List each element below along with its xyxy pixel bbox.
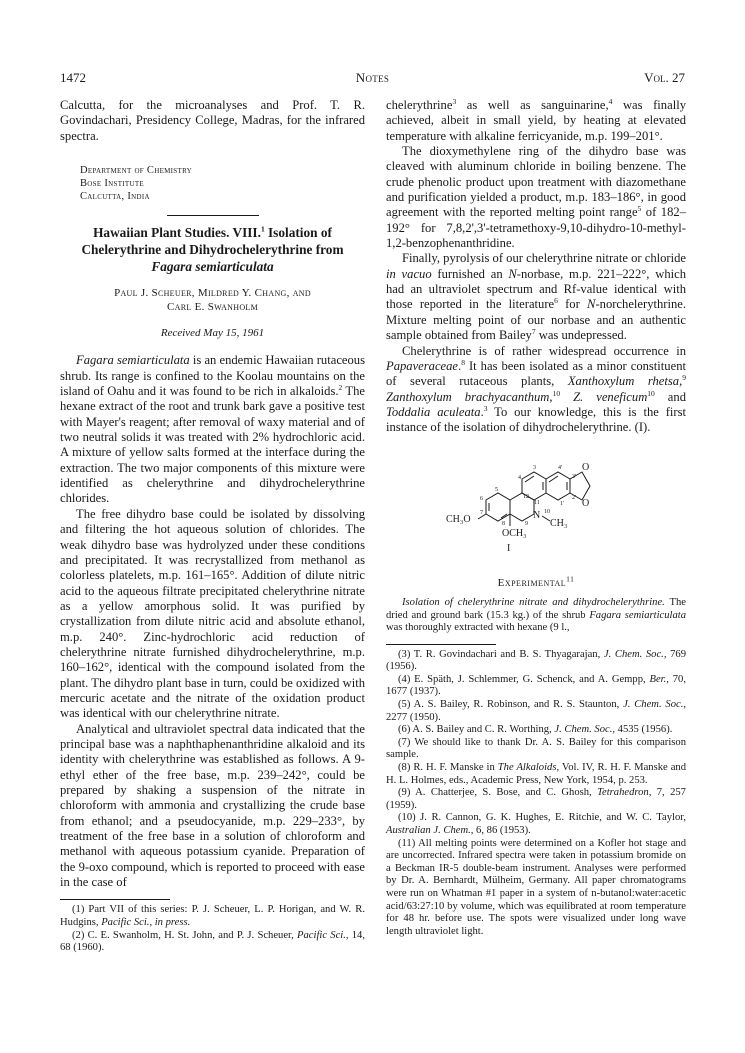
- footnote: (1) Part VII of this series: P. J. Scheuer, L. P. Horigan, and W. R. Hudgins, Pacific Sci., in press.: [60, 904, 365, 928]
- position-number: 9: [525, 520, 528, 527]
- position-number: 10: [544, 508, 550, 515]
- body-paragraph: Chelerythrine is of rather widespread occurrence in Papaveraceae.$^8$ It has been isolated as a minor constituent of several rutaceous plants, Xanthoxylum rhetsa,$^9$ Zanthoxylum brachyacanthum,$^{10}$ Z. veneficum$^{10}$ and Toddalia aculeata.$^3$ To our knowledge, this is the first instance of the isolation of dihydrochelerythrine. (I).: [386, 343, 687, 435]
- footnote: (3) T. R. Govindachari and B. S. Thyagarajan, J. Chem. Soc., 769 (1956).: [386, 648, 686, 673]
- footnote: (10) J. R. Cannon, G. K. Hughes, E. Ritchie, and W. C. Taylor, Australian J. Chem., 6, 86 (1953).: [386, 812, 686, 836]
- section-divider: [167, 215, 259, 216]
- volume-label: Vol. 27: [644, 70, 685, 85]
- position-number: 6: [480, 495, 483, 502]
- author-line: Paul J. Scheuer, Mildred Y. Chang, and: [114, 287, 311, 300]
- ring-b: [510, 493, 534, 521]
- footnote: (2) C. E. Swanholm, H. St. John, and P. J. Scheuer, Pacific Sci., 14, 68 (1960).: [60, 929, 365, 954]
- compound-number: I: [507, 542, 511, 554]
- nitrogen-label: N: [533, 509, 541, 521]
- position-number: 11: [534, 499, 540, 506]
- position-number: 2': [572, 494, 577, 501]
- footnote-divider: [60, 899, 170, 900]
- footnote: (7) We should like to thank Dr. A. S. Bailey for this comparison sample.: [386, 736, 686, 761]
- article-title: Hawaiian Plant Studies. VIII.$^1$ Isolation of Chelerythrine and Dihydrochelerythrine from Fagara semiarticulata: [81, 224, 344, 275]
- oxygen-label: O: [582, 461, 590, 473]
- footnote: (11) All melting points were determined on a Kofler hot stage and are uncorrected. Infrared spectra were taken in potassium bromide on a Beckman IR-5 double-beam instrument. Analyses were performed by Dr. A. Bernhardt, Mülheim, Germany. All paper chromatograms were run on Whatman #1 paper in a system of n-butanol:water:acetic acid/63:27:10 by volume, which was equilibrated at room temperature for 48 hr. before use. The spots were visualized under long wave length ultraviolet light.: [386, 837, 686, 937]
- position-number: 12: [523, 493, 529, 500]
- affiliation-line: Calcutta, India: [80, 191, 150, 203]
- footnote: (8) R. H. F. Manske in The Alkaloids, Vol. IV, R. H. F. Manske and H. L. Holmes, eds., Academic Press, New York, 1954, p. 253.: [386, 762, 687, 786]
- position-number: 1': [560, 500, 565, 507]
- author-line: Carl E. Swanholm: [167, 301, 258, 314]
- methoxy-label: OCH₃: [502, 527, 527, 539]
- position-number: 4: [518, 474, 521, 481]
- position-number: 4': [558, 464, 563, 471]
- footnote: (6) A. S. Bailey and C. R. Worthing, J. Chem. Soc., 4535 (1956).: [398, 724, 673, 736]
- dihydrochelerythrine-structure-diagram: [446, 442, 636, 562]
- position-number: 3: [533, 464, 536, 471]
- page-number: 1472: [60, 70, 86, 85]
- affiliation-line: Department of Chemistry: [80, 165, 193, 177]
- experimental-paragraph: Isolation of chelerythrine nitrate and dihydrochelerythrine. The dried and ground bark (15.3 kg.) of the shrub Fagara semiarticulata was thoroughly extracted with hexane (9 l.,: [386, 596, 686, 634]
- position-number: 7: [480, 509, 483, 516]
- footnote: (5) A. S. Bailey, R. Robinson, and R. S. Staunton, J. Chem. Soc., 2277 (1950).: [386, 699, 686, 723]
- body-paragraph: Fagara semiarticulata is an endemic Hawaiian rutaceous shrub. Its range is confined to the Koolau mountains on the island of Oahu and it was found to be rich in alkaloids.$^2$ The hexane extract of the root and trunk bark gave a positive test with Mayer's reagent; after removal of waxy material and of two neutral solids it was treated with 2% hydrochloric acid. A mixture of yellow salts formed at the interface during the extraction. The two major components of this mixture were identified as chelerythrine and dihydrochelerythrine chlorides.: [60, 353, 365, 506]
- body-paragraph: chelerythrine$^3$ as well as sanguinarine,$^4$ was finally achieved, albeit in small yield, by heating at elevated temperature with alkaline ferricyanide, m.p. 199–201°.: [386, 96, 686, 143]
- acknowledgment-continuation: Calcutta, for the microanalyses and Prof. T. R. Govindachari, Presidency College, Madras, for the infrared spectra.: [60, 98, 365, 143]
- position-number: 8: [502, 520, 505, 527]
- chemical-structure: [386, 442, 686, 562]
- ring-a: [486, 493, 510, 521]
- methyl-label: CH₃: [550, 517, 568, 529]
- section-heading-experimental: Experimental$^{11}$: [497, 573, 575, 589]
- body-paragraph: Analytical and ultraviolet spectral data indicated that the principal base was a naphthaphenanthridine alkaloid and its identity with chelerythrine was established as follows. A 9-ethyl ether of the free base, m.p. 239–242°, could be prepared by shaking a suspension of the nitrate in chloroform with ammonia and crystallizing the crude base from ethanol; and a pseudocyanide, m.p. 229–233°, by treatment of the free base in a solution of chloroform and methanol with aqueous potassium cyanide. Preparation of the 9-oxo compound, which is reported to proceed with ease in the case of: [60, 721, 365, 890]
- affiliation-line: Bose Institute: [80, 178, 144, 190]
- position-number: 3': [572, 473, 577, 480]
- methoxy-label: CH₃O: [446, 513, 471, 525]
- right-column: [386, 98, 686, 938]
- body-paragraph: The dioxymethylene ring of the dihydro base was cleaved with aluminum chloride in boiling benzene. The crude phenolic product upon treatment with diazomethane and purification yielded a product, m.p. 183–186°, in good agreement with the reported melting point range$^5$ of 182–192° for 7,8,2',3'-tetramethoxy-9,10-dihydro-10-methyl-1,2-benzophenanthridine.: [386, 144, 686, 251]
- affiliation-block: [80, 164, 365, 203]
- footnote: (9) A. Chatterjee, S. Bose, and C. Ghosh, Tetrahedron, 7, 257 (1959).: [386, 787, 686, 811]
- author-list: [60, 286, 365, 314]
- body-paragraph: The free dihydro base could be isolated by dissolving and filtering the hot aqueous solution of chlorides. The weak dihydro base was hydrolyzed under these conditions and precipitated. It was recrystallized from methanol as colorless platelets, m.p. 161–165°. Addition of dilute nitric acid to the aqueous filtrate precipitated chelerythrine nitrate as a yellow amorphous solid. It was purified by crystallization from dilute nitric acid and absolute ethanol, m.p. 240°. Zinc-hydrochloric acid reduction of chelerythrine nitrate furnished dihydrochelerythrine, m.p. 160–162°, identical with the compound isolated from the plant. The dihydro plant base in turn, could be oxidized with mercuric acetate and the nitrate of the oxidation product was identical with our chelerythrine nitrate.: [60, 506, 365, 721]
- footnote-divider: [386, 644, 496, 645]
- position-number: 5: [495, 486, 498, 493]
- left-column: [60, 98, 365, 955]
- footnote: (4) E. Späth, J. Schlemmer, G. Schenck, and A. Gempp, Ber., 70, 1677 (1937).: [386, 673, 686, 698]
- oxygen-label: O: [582, 497, 590, 509]
- received-date: Received May 15, 1961: [160, 327, 265, 340]
- body-paragraph: Finally, pyrolysis of our chelerythrine nitrate or chloride in vacuo furnished an N-norbase, m.p. 221–222°, which had an ultraviolet spectrum and Rf-value identical with those reported in the literature$^6$ for N-norchelerythrine. Mixture melting point of our norbase and an authentic sample obtained from Bailey$^7$ was undepressed.: [386, 251, 687, 343]
- running-header: [60, 70, 685, 88]
- section-name: Notes: [355, 70, 390, 85]
